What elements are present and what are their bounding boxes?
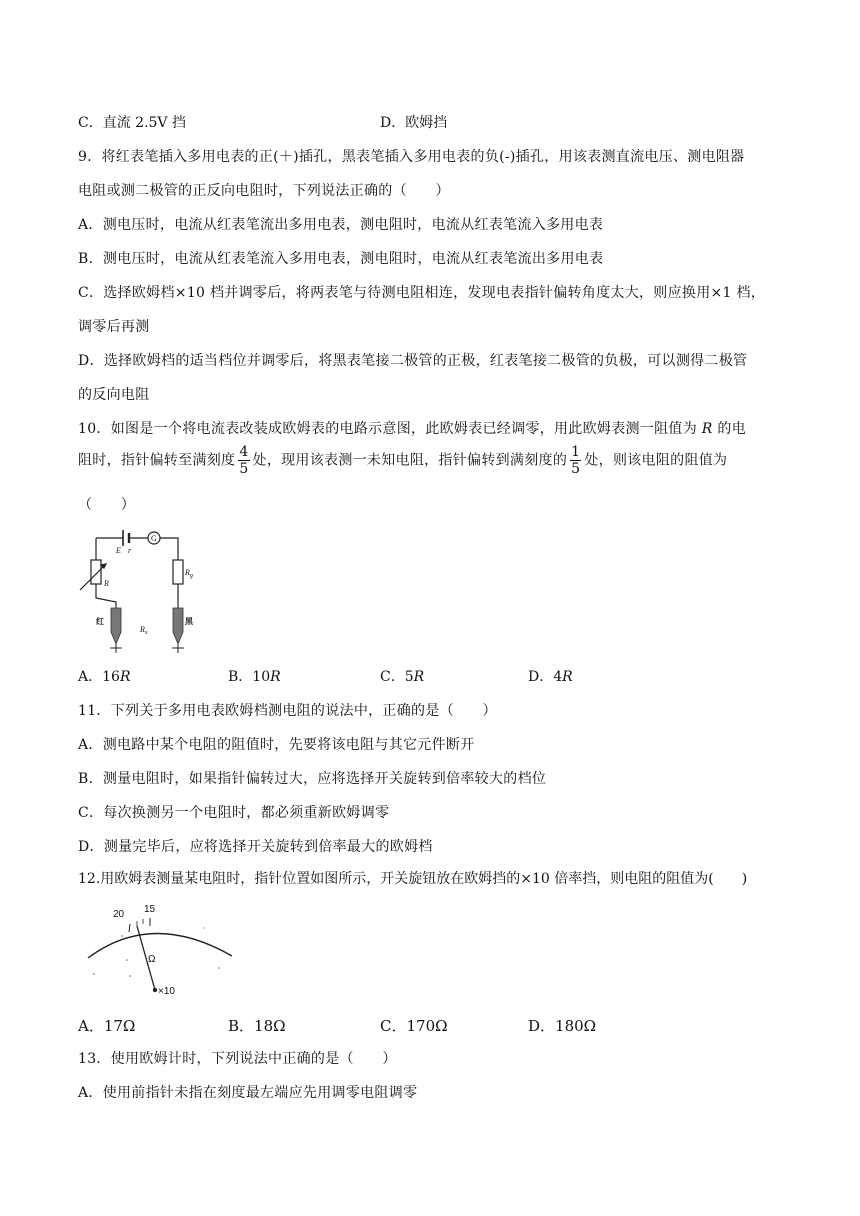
q10-stem-text-e: 处，则该电阻的阻值为 <box>584 452 728 469</box>
dial-tick-20: 20 <box>113 909 125 920</box>
frac1-numerator: 4 <box>239 444 249 460</box>
q12-option-a: A．17Ω <box>78 1017 136 1035</box>
dial-multiplier: ×10 <box>158 986 175 997</box>
q12-stem: 12.用欧姆表测量某电阻时，指针位置如图所示，开关旋钮放在欧姆挡的×10 倍率挡，则电阻的阻值为( ) <box>78 871 748 887</box>
black-probe-label: 黑 <box>185 617 193 626</box>
q10-option-b-var: R <box>270 669 281 685</box>
internal-resistance-label: r <box>128 546 132 555</box>
dial-omega-symbol: Ω <box>148 954 156 965</box>
q10-option-a-text: A．16 <box>78 669 120 685</box>
q11-stem: 11．下列关于多用电表欧姆档测电阻的说法中，正确的是（ ） <box>78 703 497 719</box>
q10-option-c <box>380 666 424 686</box>
q9-option-b: B．测电压时，电流从红表笔流入多用电表，测电阻时，电流从红表笔流出多用电表 <box>78 251 604 267</box>
q13-option-a: A．使用前指针未指在刻度最左端应先用调零电阻调零 <box>78 1085 418 1101</box>
q10-stem-text-b: 的电 <box>717 421 746 437</box>
dial-tick-15: 15 <box>144 904 156 915</box>
q10-option-c-text: C．5 <box>380 669 414 685</box>
q9-stem-line2: 电阻或测二极管的正反向电阻时，下列说法正确的（ ） <box>78 183 450 199</box>
q11-option-a: A．测电路中某个电阻的阻值时，先要将该电阻与其它元件断开 <box>78 737 475 753</box>
q12-option-c: C．170Ω <box>380 1017 448 1035</box>
rx-letter: R <box>140 625 145 634</box>
rg-subscript: g <box>189 573 193 579</box>
q9-stem-line1: 9．将红表笔插入多用电表的正(＋)插孔，黑表笔插入多用电表的负(-)插孔，用该表测直流电压、测电阻器 <box>78 149 745 165</box>
q10-option-b-text: B．10 <box>228 669 271 685</box>
q10-option-c-var: R <box>413 669 425 685</box>
q10-option-b <box>228 666 281 686</box>
rx-label <box>139 625 148 636</box>
q10-stem-text-a: 10．如图是一个将电流表改装成欧姆表的电路示意图，此欧姆表已经调零，用此欧姆表测一阻值为 <box>78 421 698 437</box>
q10-option-d-var: R <box>562 669 573 685</box>
q10-stem-text-c: 阻时，指针偏转至满刻度 <box>78 452 236 469</box>
q10-stem-line1 <box>78 418 746 438</box>
rx-subscript: x <box>144 630 148 636</box>
rg-label <box>184 568 193 579</box>
q8-option-d: D．欧姆挡 <box>380 115 448 131</box>
q10-option-d <box>528 666 573 686</box>
q13-stem: 13．使用欧姆计时，下列说法中正确的是（ ） <box>78 1051 397 1067</box>
q10-stem-text-d: 处，现用该表测一未知电阻，指针偏转到满刻度的 <box>252 452 568 469</box>
q8-option-c: C．直流 2.5V 挡 <box>78 115 186 131</box>
emf-label: E <box>116 546 121 555</box>
fraction-four-fifths <box>238 444 249 477</box>
q9-option-c-line2: 调零后再测 <box>78 319 150 335</box>
adjustable-resistor-label: R <box>104 579 109 588</box>
q11-option-d: D．测量完毕后，应将选择开关旋转到倍率最大的欧姆档 <box>78 839 433 855</box>
fraction-one-fifth <box>570 444 581 477</box>
q9-option-d-line1: D．选择欧姆档的适当档位并调零后，将黑表笔接二极管的正极，红表笔接二极管的负极，可以测得二极管 <box>78 353 748 369</box>
q10-option-d-text: D．4 <box>528 669 563 685</box>
rg-letter: R <box>185 568 190 577</box>
q10-stem-line3: （ ） <box>78 497 136 513</box>
q11-option-b: B．测量电阻时，如果指针偏转过大，应将选择开关旋转到倍率较大的档位 <box>78 771 547 787</box>
frac2-denominator: 5 <box>571 461 581 477</box>
frac1-denominator: 5 <box>239 461 249 477</box>
q10-option-a <box>78 666 130 686</box>
q9-option-a: A．测电压时，电流从红表笔流出多用电表，测电阻时，电流从红表笔流入多用电表 <box>78 217 604 233</box>
q12-option-d: D．180Ω <box>528 1017 597 1035</box>
ohmmeter-dial-figure <box>82 898 242 998</box>
ohmmeter-circuit-diagram <box>78 520 218 655</box>
frac2-numerator: 1 <box>571 444 581 460</box>
q10-option-a-var: R <box>119 669 131 685</box>
q9-option-c-line1: C．选择欧姆档×10 档并调零后，将两表笔与待测电阻相连，发现电表指针偏转角度太大，则应换用×1 档， <box>78 285 766 301</box>
galvanometer-label: G <box>151 534 157 543</box>
q9-option-d-line2: 的反向电阻 <box>78 387 150 403</box>
q11-option-c: C．每次换测另一个电阻时，都必须重新欧姆调零 <box>78 805 390 821</box>
q10-stem-line2 <box>78 444 727 477</box>
red-probe-label: 红 <box>96 617 104 626</box>
q12-option-b: B．18Ω <box>228 1017 286 1035</box>
q10-var-r: R <box>701 421 713 437</box>
